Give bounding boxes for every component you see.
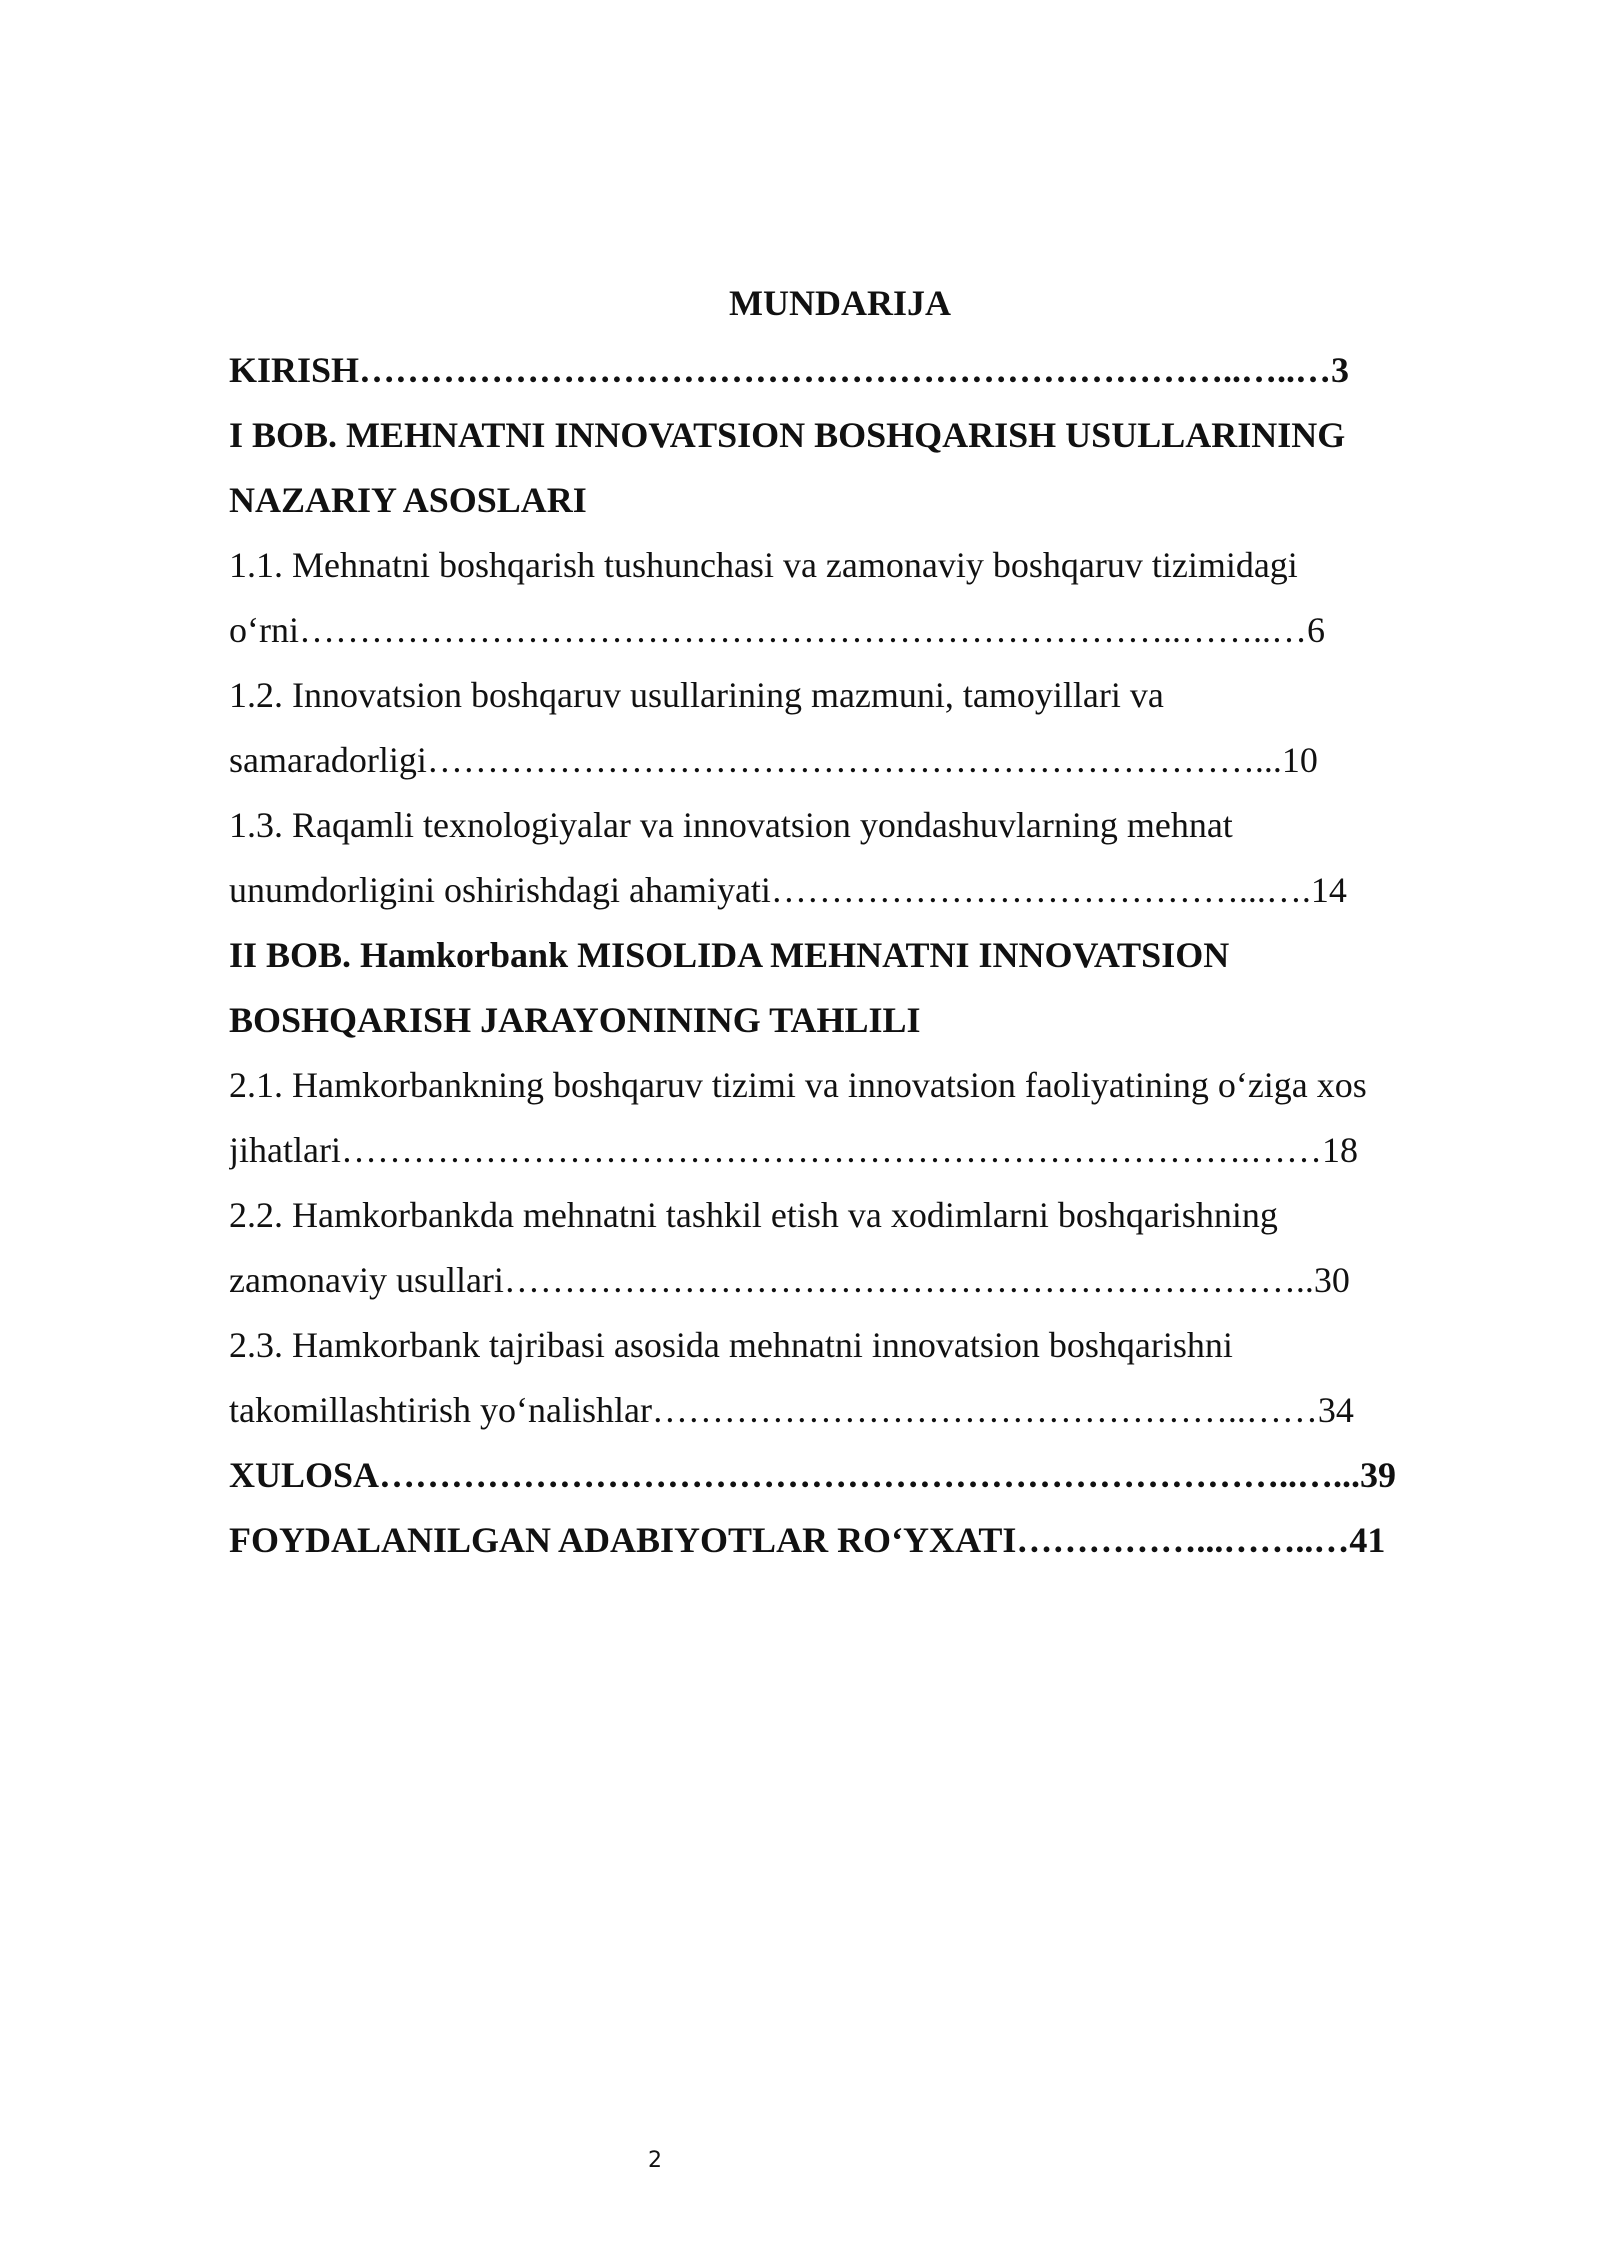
toc-entry-1-2: 1.2. Innovatsion boshqaruv usullarining mazmuni, tamoyillari va — [229, 675, 1164, 715]
toc-entry-xulosa: XULOSA…………………………………………………………………..…...39 — [229, 1455, 1397, 1495]
toc-chapter-2-heading-cont: BOSHQARISH JARAYONINING TAHLILI — [229, 1000, 921, 1040]
table-of-contents — [229, 345, 1450, 1580]
toc-entry-1-2-cont: samaradorligi……………………………………………………………...10 — [229, 740, 1318, 780]
toc-entry-2-2: 2.2. Hamkorbankda mehnatni tashkil etish va xodimlarni boshqarishning — [229, 1195, 1278, 1235]
toc-entry-1-3: 1.3. Raqamli texnologiyalar va innovatsion yondashuvlarning mehnat — [229, 805, 1233, 845]
toc-entry-2-1-cont: jihatlari………………………………………………………………….……18 — [229, 1130, 1358, 1170]
toc-entry-1-1-cont: o‘rni………………………………………………………………..……..…6 — [229, 610, 1325, 650]
toc-entry-2-1: 2.1. Hamkorbankning boshqaruv tizimi va innovatsion faoliyatining o‘ziga xos — [229, 1065, 1367, 1105]
toc-entry-bibliography: FOYDALANILGAN ADABIYOTLAR RO‘YXATI……………...……..…41 — [229, 1520, 1386, 1560]
toc-entry-kirish: KIRISH………………………………………………………………..…..…3 — [229, 350, 1350, 390]
toc-entry-1-3-cont: unumdorligini oshirishdagi ahamiyati…………………………………...….14 — [229, 870, 1347, 910]
page-number: 2 — [648, 2148, 662, 2173]
toc-title: MUNDARIJA — [729, 283, 951, 323]
toc-entry-2-2-cont: zamonaviy usullari…………………………………………………………..30 — [229, 1260, 1350, 1300]
toc-entry-2-3-cont: takomillashtirish yo‘nalishlar…………………………………………..……34 — [229, 1390, 1354, 1430]
toc-chapter-1-heading: I BOB. MEHNATNI INNOVATSION BOSHQARISH USULLARINING — [229, 415, 1346, 455]
toc-chapter-2-heading: II BOB. Hamkorbank MISOLIDA MEHNATNI INNOVATSION — [229, 935, 1230, 975]
toc-chapter-1-heading-cont: NAZARIY ASOSLARI — [229, 480, 587, 520]
toc-entry-2-3: 2.3. Hamkorbank tajribasi asosida mehnatni innovatsion boshqarishni — [229, 1325, 1233, 1365]
toc-entry-1-1: 1.1. Mehnatni boshqarish tushunchasi va zamonaviy boshqaruv tizimidagi — [229, 545, 1298, 585]
